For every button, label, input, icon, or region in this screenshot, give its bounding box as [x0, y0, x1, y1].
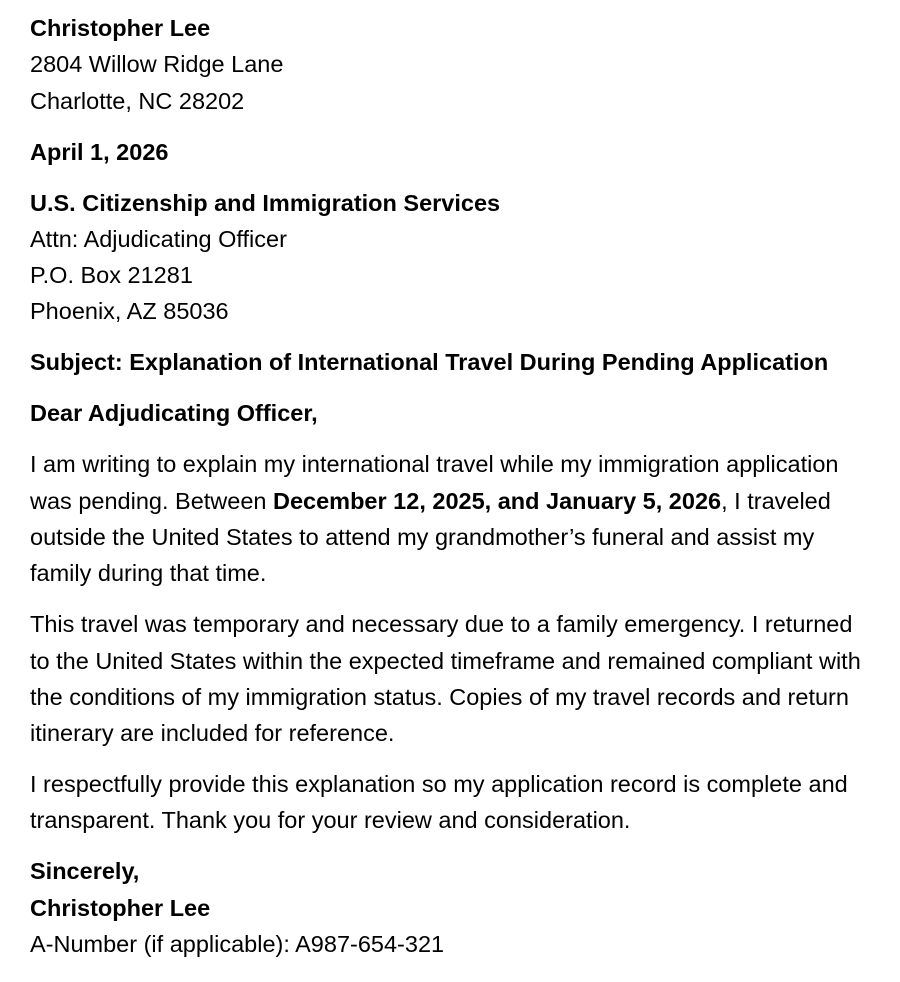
recipient-city-state-zip: Phoenix, AZ 85036 [30, 298, 229, 325]
salutation: Dear Adjudicating Officer, [30, 400, 318, 427]
recipient-attention: Attn: Adjudicating Officer [30, 225, 287, 252]
sender-address-line2: Charlotte, NC 28202 [30, 87, 245, 114]
body-paragraph-1: I am writing to explain my international travel while my immigration application was pending. Between December 12, 2025, and January 5, 2026, I traveled outside the United States to attend my grandmother’s funeral and assist my family during that time. [30, 451, 839, 587]
recipient-organization: U.S. Citizenship and Immigration Services [30, 189, 501, 216]
sender-block [30, 10, 862, 119]
recipient-block [30, 185, 862, 330]
date-line: April 1, 2026 [30, 138, 169, 165]
closing-signoff: Sincerely, [30, 858, 140, 885]
body-paragraph-2: This travel was temporary and necessary due to a family emergency. I returned to the United States within the expected timeframe and remained compliant with the conditions of my immigration status. Copies of my travel records and return itinerary are included for reference. [30, 611, 861, 747]
body-paragraph-3: I respectfully provide this explanation so my application record is complete and transparent. Thank you for your review and consideration. [30, 771, 848, 834]
signature-name: Christopher Lee [30, 894, 211, 921]
sender-address-line1: 2804 Willow Ridge Lane [30, 51, 284, 78]
a-number-line: A-Number (if applicable): A987-654-321 [30, 931, 445, 958]
sender-name: Christopher Lee [30, 15, 211, 41]
subject-line: Subject: Explanation of International Travel During Pending Application [30, 349, 829, 376]
closing-block [30, 853, 862, 962]
recipient-po-box: P.O. Box 21281 [30, 262, 193, 289]
